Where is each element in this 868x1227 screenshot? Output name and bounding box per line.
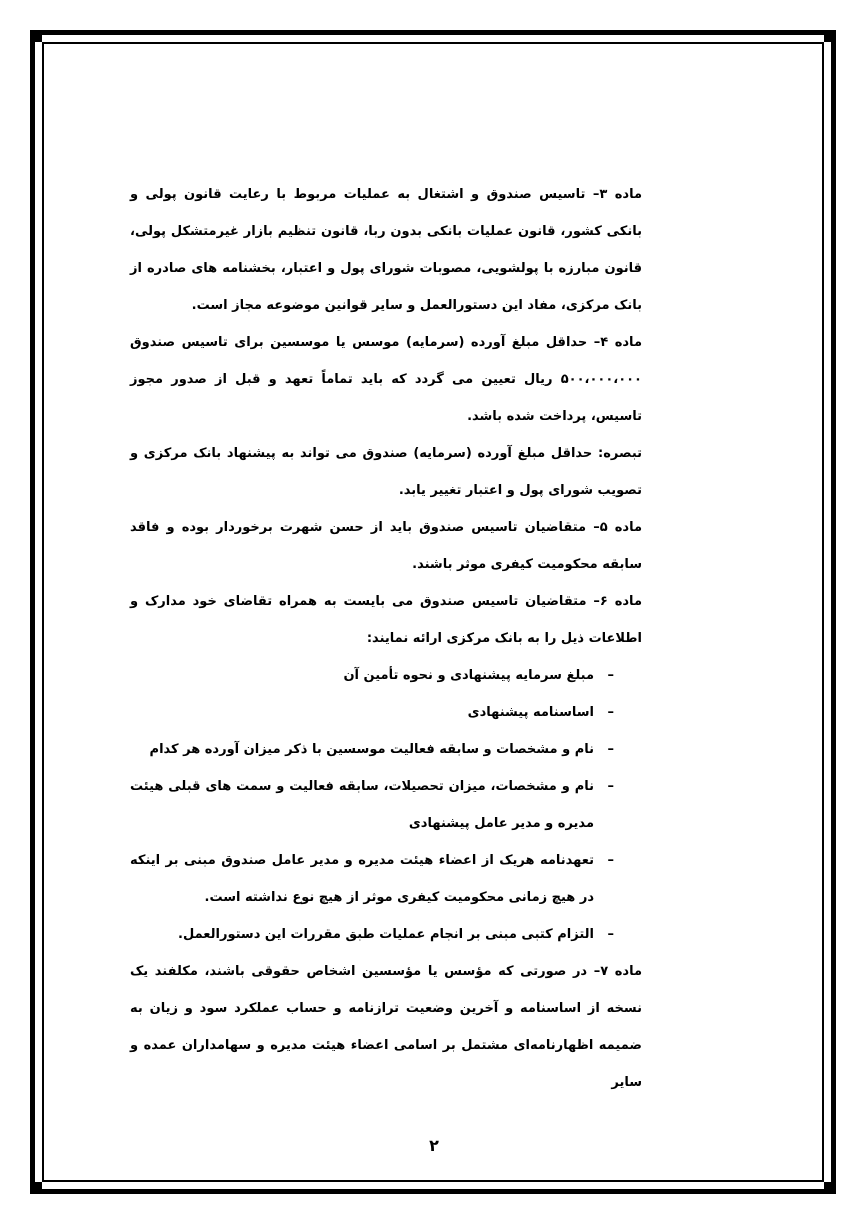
list-item-text: نام و مشخصات، میزان تحصیلات، سابقه فعالیت و سمت های قبلی هیئت مدیره و مدیر عامل پیشنهادی [130,779,594,831]
border-corner-bottom-left [30,1182,42,1194]
article-3 [130,176,642,324]
list-item-text: تعهدنامه هریک از اعضاء هیئت مدیره و مدیر عامل صندوق مبنی بر اینکه در هیچ زمانی محکومیت کیفری موثر از هیچ نوع نداشته است. [130,853,594,905]
list-item [130,768,642,842]
bullet-dash: – [607,927,614,942]
required-documents-list [130,657,642,953]
list-item [130,916,642,953]
page-number: ۲ [429,1136,439,1155]
bullet-dash: – [607,742,614,757]
border-corner-top-left [30,30,42,42]
list-item-text: التزام کتبی مبنی بر انجام عملیات طبق مقررات این دستورالعمل. [178,927,594,942]
bullet-dash: – [607,668,614,683]
article-5-text: متقاضیان تاسیس صندوق باید از حسن شهرت برخوردار بوده و فاقد سابقه محکومیت کیفری موثر باشند. [130,520,642,572]
list-item-text: مبلغ سرمایه پیشنهادی و نحوه تأمین آن [343,668,594,683]
article-7-text: در صورتی که مؤسس یا مؤسسین اشخاص حقوقی باشند، مکلفند یک نسخه از اساسنامه و آخرین وضعیت ترازنامه و حساب عملکرد سود و زیان به ضمیمه اظهارنامه‌ای مشتمل بر اسامی اعضاء هیئت مدیره و سهامداران عمده و سایر [130,964,642,1090]
article-5-label: ماده ۵– [593,520,642,535]
article-4 [130,324,642,435]
article-3-text: تاسیس صندوق و اشتغال به عملیات مربوط با رعایت قانون پولی و بانکی کشور، قانون عملیات بانکی بدون ربا، قانون تنظیم بازار غیرمتشکل پولی، قانون مبارزه با پولشویی، مصوبات شورای پول و اعتبار، بخشنامه های صادره از بانک مرکزی، مفاد این دستورالعمل و سایر قوانین موضوعه مجاز است. [130,187,642,313]
list-item [130,657,642,694]
note [130,435,642,509]
article-6 [130,583,642,657]
bullet-dash: – [607,853,614,868]
list-item-text: اساسنامه پیشنهادی [467,705,594,720]
bullet-dash: – [607,779,614,794]
document-body [130,176,642,1101]
article-6-label: ماده ۶– [593,594,642,609]
article-6-text: متقاضیان تاسیس صندوق می بایست به همراه تقاضای خود مدارک و اطلاعات ذیل را به بانک مرکزی ارائه نمایند: [130,594,642,646]
article-3-label: ماده ۳– [592,187,642,202]
article-4-text: حداقل مبلغ آورده (سرمایه) موسس یا موسسین برای تاسیس صندوق ۵۰۰،۰۰۰،۰۰۰ ریال تعیین می گردد که باید تماماً تعهد و قبل از صدور مجوز تاسیس، پرداخت شده باشد. [130,335,642,424]
list-item [130,731,642,768]
article-5 [130,509,642,583]
list-item [130,842,642,916]
bullet-dash: – [607,705,614,720]
article-4-label: ماده ۴– [593,335,642,350]
list-item-text: نام و مشخصات و سابقه فعالیت موسسین با ذکر میزان آورده هر کدام [149,742,594,757]
border-corner-top-right [824,30,836,42]
border-corner-bottom-right [824,1182,836,1194]
list-item [130,694,642,731]
note-label: تبصره: [598,446,643,461]
article-7 [130,953,642,1101]
article-7-label: ماده ۷– [593,964,642,979]
note-text: حداقل مبلغ آورده (سرمایه) صندوق می تواند به پیشنهاد بانک مرکزی و تصویب شورای پول و اعتبار تغییر یابد. [130,446,642,498]
